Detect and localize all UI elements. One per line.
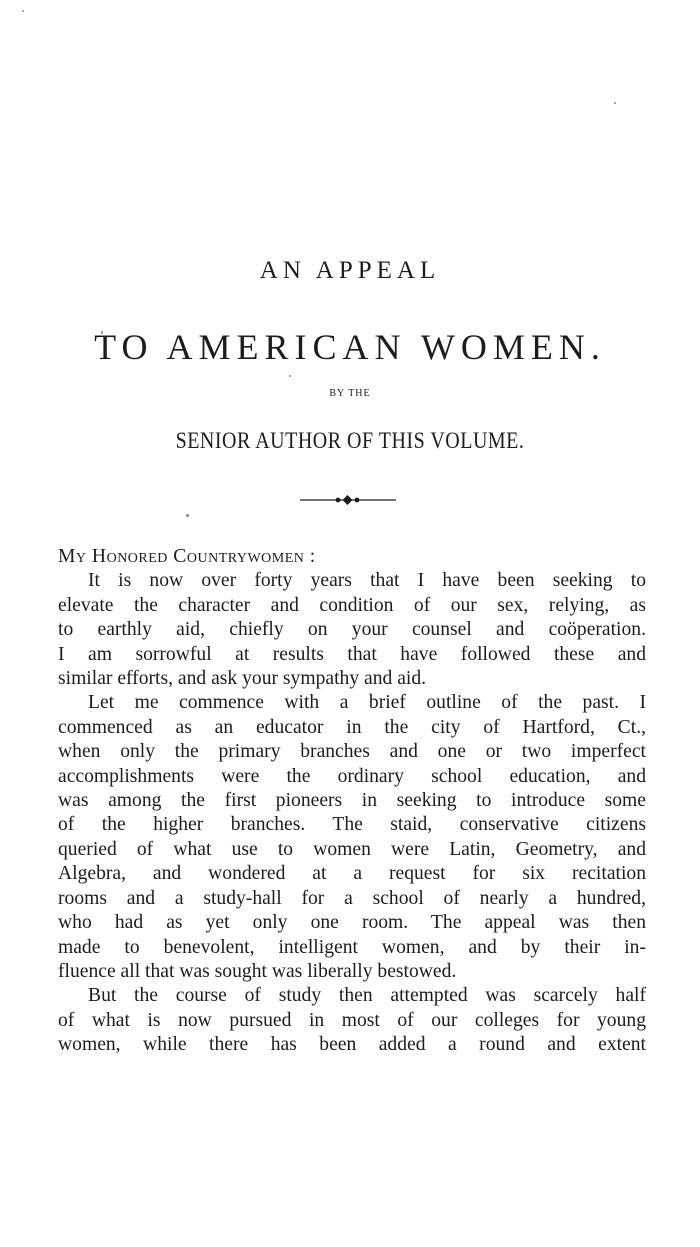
text-line: commenced as an educator in the city of Hartford, Ct., xyxy=(58,716,646,738)
author-line: SENIOR AUTHOR OF THIS VOLUME. xyxy=(175,428,525,454)
paragraph-1 xyxy=(58,569,646,691)
title-line-2: TO AMERICAN WOMEN. xyxy=(94,327,606,367)
text-line: I am sorrowful at results that have followed these and xyxy=(58,643,646,665)
text-line: of the higher branches. The staid, conservative citizens xyxy=(58,814,646,836)
text-line: Algebra, and wondered at a request for six recitation xyxy=(58,863,646,885)
text-line: queried of what use to women were Latin, Geometry, and xyxy=(58,838,646,860)
title-line-1: AN APPEAL xyxy=(259,257,441,284)
text-line: when only the primary branches and one or two imperfect xyxy=(58,741,646,763)
paragraph-2 xyxy=(58,691,646,984)
text-line: It is now over forty years that I have been seeking to xyxy=(88,570,646,592)
text-line: accomplishments were the ordinary school education, and xyxy=(58,765,646,787)
text-line: was among the first pioneers in seeking to introduce some xyxy=(58,790,646,812)
paragraph-3 xyxy=(58,984,646,1057)
text-line: similar efforts, and ask your sympathy and aid. xyxy=(58,668,427,690)
text-line: rooms and a study-hall for a school of nearly a hundred, xyxy=(58,887,646,909)
text-line: Let me commence with a brief outline of the past. I xyxy=(88,692,646,714)
text-line: women, while there has been added a round and extent xyxy=(58,1034,646,1056)
text-line: elevate the character and condition of our sex, relying, as xyxy=(58,594,646,616)
text-line: fluence all that was sought was liberally bestowed. xyxy=(58,960,457,982)
text-line: made to benevolent, intelligent women, and by their in- xyxy=(58,936,646,958)
salutation: My Honored Countrywomen : xyxy=(58,546,316,567)
text-line: to earthly aid, chiefly on your counsel and coöperation. xyxy=(58,619,646,641)
text-line: But the course of study then attempted was scarcely half xyxy=(88,985,646,1007)
ornament-divider-icon xyxy=(298,490,398,510)
body-text xyxy=(58,545,646,1058)
text-line: of what is now pursued in most of our colleges for young xyxy=(58,1009,646,1031)
text-line: who had as yet only one room. The appeal was then xyxy=(58,912,646,934)
by-line: BY THE xyxy=(329,388,371,399)
